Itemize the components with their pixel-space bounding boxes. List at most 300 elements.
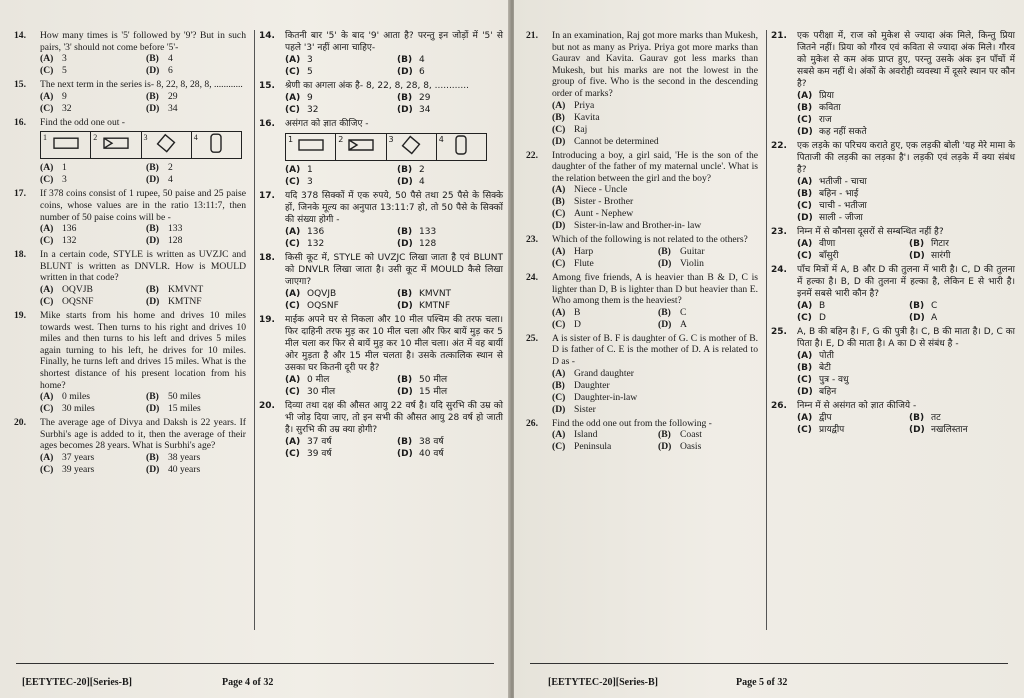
question-number: 15. — [259, 81, 275, 91]
question-number: 23. — [526, 234, 538, 246]
flag-rectangle-figure-icon — [347, 138, 375, 156]
option-letter: (C) — [797, 115, 812, 125]
option-letter: (D) — [658, 257, 672, 269]
answer-options — [797, 350, 1015, 398]
option-text: D — [574, 318, 581, 330]
option-letter: (B) — [146, 53, 159, 65]
option-letter: (A) — [797, 413, 813, 423]
option-letter: (B) — [397, 227, 413, 237]
figure-number: 1 — [288, 135, 294, 144]
question-text: एक लड़के का परिचय कराते हुए, एक लड़की बोली 'यह मेरे मामा के पिताजी की लड़की का लड़का है'। लड़की एवं लड़के में क्या संबंध है? — [797, 141, 1015, 175]
option-letter: (C) — [552, 257, 566, 269]
option-text: सारंगी — [931, 251, 951, 261]
option-text: Niece - Uncle — [574, 184, 628, 196]
question-text: Introducing a boy, a girl said, 'He is the son of the daughter of the father of my maternal uncle'. What is the relation between the girl and the boy? — [552, 149, 758, 184]
question-item — [14, 249, 246, 308]
option-text: 50 miles — [168, 391, 201, 403]
option-letter: (A) — [552, 367, 566, 379]
question-text: निम्न में से कौनसा दूसरों से सम्बन्धित नहीं है? — [797, 227, 944, 237]
option-text: 3 — [62, 53, 67, 65]
answer-option — [552, 246, 652, 258]
option-text: 4 — [419, 177, 425, 187]
option-text: कह नहीं सकते — [819, 127, 867, 137]
question-text: कितनी बार '5' के बाद '9' आता है? परन्तु इन जोड़ों में '5' से पहले '3' नहीं आना चाहिए- — [285, 31, 503, 53]
answer-option — [146, 162, 246, 174]
answer-option — [146, 174, 246, 186]
option-text: 34 — [168, 102, 178, 114]
question-number: 20. — [14, 417, 26, 429]
option-text: Cannot be determined — [574, 135, 659, 147]
answer-option — [797, 312, 903, 324]
option-text: 4 — [168, 53, 173, 65]
answer-option — [797, 250, 903, 262]
option-text: 2 — [419, 165, 425, 175]
figure-box — [336, 134, 386, 160]
option-letter: (D) — [797, 127, 813, 137]
option-text: 32 — [307, 105, 319, 115]
option-letter: (C) — [285, 387, 300, 397]
option-letter: (A) — [285, 55, 301, 65]
question-item — [259, 118, 503, 188]
answer-option — [909, 412, 1015, 424]
option-letter: (D) — [909, 251, 925, 261]
answer-option — [797, 90, 1015, 102]
option-letter: (D) — [146, 235, 160, 247]
option-letter: (C) — [552, 391, 566, 403]
footer-page-number: Page 5 of 32 — [736, 677, 788, 688]
answer-option — [797, 102, 1015, 114]
question-number: 21. — [771, 31, 787, 41]
option-letter: (C) — [797, 375, 812, 385]
figure-box — [387, 134, 437, 160]
option-text: 40 वर्ष — [419, 449, 444, 459]
answer-option — [40, 65, 140, 77]
answer-option — [552, 112, 758, 124]
question-text: The next term in the series is- 8, 22, 8, 28, 8, ............ — [40, 79, 243, 91]
option-text: कविता — [819, 103, 841, 113]
answer-option — [797, 114, 1015, 126]
question-text: यदि 378 सिक्कों में एक रुपये, 50 पैसे तथा 25 पैसे के सिक्के हों, जिनके मूल्य का अनुपात 13:11:7 हो, तो 50 पैसे के सिक्कों की संख्या होगी - — [285, 191, 503, 225]
option-text: 1 — [307, 165, 313, 175]
answer-option — [146, 65, 246, 77]
option-letter: (D) — [146, 403, 160, 415]
question-text: दिव्या तथा दक्ष की औसत आयु 22 वर्ष है। यदि सुरभि की उम्र को भी जोड़ दिया जाए, तो इन सभी की औसत आयु 28 वर्ष हो जाती है। सुरभि की उम्र क्या होगी? — [285, 401, 503, 435]
question-item — [259, 80, 503, 116]
option-letter: (C) — [40, 174, 54, 186]
option-letter: (D) — [146, 174, 160, 186]
option-letter: (B) — [146, 283, 159, 295]
option-text: प्रिया — [819, 91, 835, 101]
answer-option — [397, 386, 503, 398]
question-text: पाँच मित्रों में A, B और D की तुलना में भारी है। C, D की तुलना में हल्का है। B, D की तुलना में हल्का है, लेकिन E से भारी है। इनमें सबसे भारी कौन है? — [797, 265, 1015, 299]
question-item — [526, 30, 758, 148]
option-letter: (A) — [285, 289, 301, 299]
answer-options — [797, 176, 1015, 224]
option-letter: (A) — [797, 301, 813, 311]
answer-option — [552, 196, 758, 208]
option-letter: (D) — [397, 177, 413, 187]
question-number: 18. — [14, 249, 26, 261]
option-letter: (B) — [397, 93, 413, 103]
question-item — [259, 190, 503, 250]
option-text: Island — [574, 429, 598, 441]
option-letter: (C) — [285, 105, 300, 115]
question-item — [14, 30, 246, 77]
option-letter: (D) — [397, 105, 413, 115]
option-text: 1 — [62, 162, 67, 174]
option-text: 2 — [168, 162, 173, 174]
question-item — [771, 326, 1015, 398]
option-text: C — [931, 301, 938, 311]
answer-option — [285, 386, 391, 398]
question-number: 22. — [771, 141, 787, 151]
question-item — [259, 400, 503, 460]
answer-option — [40, 403, 140, 415]
option-letter: (D) — [397, 387, 413, 397]
answer-options — [797, 238, 1015, 262]
answer-option — [40, 452, 140, 464]
answer-option — [797, 200, 1015, 212]
option-letter: (D) — [658, 441, 672, 453]
option-text: 132 — [62, 235, 77, 247]
option-text: Kavita — [574, 111, 600, 123]
question-number: 24. — [771, 265, 787, 275]
figure-number: 2 — [93, 133, 98, 143]
answer-option — [40, 103, 140, 115]
option-letter: (C) — [40, 102, 54, 114]
question-item — [14, 310, 246, 415]
option-text: 38 वर्ष — [419, 437, 444, 447]
option-text: 39 years — [62, 463, 95, 475]
answer-option — [397, 238, 503, 250]
option-letter: (D) — [797, 387, 813, 397]
left-page — [0, 0, 510, 698]
footer-rule — [530, 663, 1008, 664]
answer-option — [797, 412, 903, 424]
option-text: 5 — [62, 65, 67, 77]
answer-option — [397, 176, 503, 188]
option-letter: (C) — [40, 235, 54, 247]
option-letter: (B) — [146, 162, 159, 174]
question-text: Find the odd one out - — [40, 116, 126, 128]
answer-option — [397, 436, 503, 448]
answer-options — [40, 452, 246, 476]
answer-option — [285, 54, 391, 66]
option-letter: (A) — [552, 184, 566, 196]
question-item — [526, 234, 758, 270]
tilted-square-figure-icon — [154, 133, 178, 159]
answer-option — [40, 235, 140, 247]
option-text: 15 मील — [419, 387, 448, 397]
answer-option — [40, 91, 140, 103]
answer-option — [797, 350, 1015, 362]
option-text: OQVJB — [62, 283, 93, 295]
answer-option — [797, 238, 903, 250]
answer-options — [552, 429, 758, 453]
option-text: D — [819, 313, 826, 323]
option-letter: (B) — [909, 239, 925, 249]
option-letter: (A) — [552, 99, 566, 111]
option-letter: (A) — [40, 451, 54, 463]
question-item — [771, 30, 1015, 138]
option-letter: (D) — [146, 102, 160, 114]
option-text: पुत्र - वधु — [819, 375, 849, 385]
answer-options — [285, 92, 503, 116]
answer-option — [397, 448, 503, 460]
question-text: निम्न में से असंगत को ज्ञात कीजिये - — [797, 401, 917, 411]
option-text: Peninsula — [574, 441, 612, 453]
option-text: Coast — [680, 429, 702, 441]
figure-number: 1 — [43, 133, 47, 143]
answer-option — [146, 391, 246, 403]
option-text: A — [931, 313, 938, 323]
option-text: बहिन — [819, 387, 837, 397]
option-letter: (C) — [797, 313, 812, 323]
option-letter: (B) — [552, 196, 565, 208]
option-letter: (D) — [552, 135, 566, 147]
option-text: 39 वर्ष — [307, 449, 332, 459]
question-item — [14, 417, 246, 476]
option-text: Aunt - Nephew — [574, 208, 634, 220]
answer-options — [797, 300, 1015, 324]
option-letter: (C) — [40, 463, 54, 475]
option-letter: (C) — [285, 67, 300, 77]
answer-options — [797, 90, 1015, 138]
question-text: किसी कूट में, STYLE को UVZJC लिखा जाता है एवं BLUNT को DNVLR लिखा जाता है। उसी कूट में MOULD कैसे लिखा जाएगा? — [285, 253, 503, 287]
answer-option — [285, 238, 391, 250]
option-letter: (D) — [552, 220, 566, 232]
option-text: 128 — [168, 235, 183, 247]
answer-option — [552, 100, 758, 112]
option-letter: (A) — [797, 351, 813, 361]
answer-option — [397, 288, 503, 300]
answer-option — [909, 312, 1015, 324]
option-text: 9 — [307, 93, 313, 103]
option-letter: (C) — [285, 177, 300, 187]
question-text: असंगत को ज्ञात कीजिए - — [285, 119, 369, 129]
answer-option — [552, 441, 652, 453]
answer-options — [552, 100, 758, 148]
option-letter: (A) — [797, 177, 813, 187]
option-text: 136 — [307, 227, 325, 237]
option-letter: (C) — [285, 449, 300, 459]
question-number: 15. — [14, 79, 26, 91]
option-letter: (C) — [552, 441, 566, 453]
option-text: 4 — [419, 55, 425, 65]
option-text: 30 मील — [307, 387, 336, 397]
question-number: 25. — [771, 327, 787, 337]
footer-rule — [16, 663, 494, 664]
question-number: 21. — [526, 30, 538, 41]
option-letter: (D) — [658, 318, 672, 330]
question-item — [771, 226, 1015, 262]
option-text: Guitar — [680, 245, 705, 257]
rounded-bar-figure-icon — [453, 134, 469, 160]
answer-option — [552, 429, 652, 441]
option-letter: (B) — [909, 301, 925, 311]
option-letter: (B) — [552, 379, 565, 391]
option-letter: (A) — [797, 239, 813, 249]
figure-box — [286, 134, 336, 160]
answer-options — [285, 374, 503, 398]
option-text: 37 years — [62, 451, 95, 463]
answer-options — [40, 162, 246, 186]
option-letter: (C) — [552, 208, 566, 220]
option-letter: (A) — [40, 391, 54, 403]
option-text: 0 मील — [307, 375, 330, 385]
question-number: 19. — [259, 315, 275, 325]
option-letter: (A) — [552, 306, 566, 318]
answer-option — [552, 307, 652, 319]
answer-option — [797, 300, 903, 312]
option-letter: (C) — [285, 301, 300, 311]
answer-option — [285, 448, 391, 460]
answer-option — [797, 126, 1015, 138]
option-text: Violin — [680, 257, 704, 269]
option-text: बहिन - भाई — [819, 189, 859, 199]
option-letter: (A) — [285, 93, 301, 103]
right-hindi-column — [766, 30, 1015, 630]
question-text: Find the odd one out from the following - — [552, 417, 712, 429]
option-letter: (B) — [909, 413, 925, 423]
option-text: 3 — [62, 174, 67, 186]
figure-box — [142, 132, 192, 158]
question-text: Which of the following is not related to the others? — [552, 234, 748, 246]
answer-option — [658, 319, 758, 331]
option-letter: (A) — [40, 162, 54, 174]
question-item — [259, 30, 503, 78]
answer-option — [146, 464, 246, 476]
rectangle-figure-icon — [52, 137, 80, 155]
answer-option — [146, 223, 246, 235]
answer-option — [797, 188, 1015, 200]
option-letter: (B) — [397, 289, 413, 299]
option-text: तट — [931, 413, 941, 423]
answer-option — [552, 124, 758, 136]
question-text: In a certain code, STYLE is written as UVZJC and BLUNT is written as DNVLR. How is MOULD written in that code? — [40, 249, 246, 284]
question-text: A is sister of B. F is daughter of G. C is mother of B. D is father of C. E is the mother of D. A is related to D as - — [552, 332, 758, 367]
option-text: नखलिस्तान — [931, 425, 968, 435]
option-text: Grand daughter — [574, 367, 634, 379]
option-text: 132 — [307, 239, 325, 249]
option-letter: (A) — [40, 90, 54, 102]
answer-option — [146, 403, 246, 415]
question-number: 22. — [526, 149, 538, 161]
answer-option — [797, 386, 1015, 398]
answer-options — [40, 391, 246, 415]
answer-option — [397, 226, 503, 238]
option-text: बेटी — [819, 363, 832, 373]
option-text: 133 — [419, 227, 437, 237]
answer-option — [397, 92, 503, 104]
answer-option — [658, 307, 758, 319]
answer-option — [285, 92, 391, 104]
answer-option — [146, 452, 246, 464]
option-text: 6 — [419, 67, 425, 77]
option-text: 29 — [419, 93, 431, 103]
answer-option — [397, 164, 503, 176]
answer-option — [40, 391, 140, 403]
option-text: 30 miles — [62, 403, 95, 415]
option-text: Daughter-in-law — [574, 391, 638, 403]
answer-options — [285, 436, 503, 460]
option-letter: (D) — [397, 301, 413, 311]
answer-option — [285, 104, 391, 116]
option-text: 3 — [307, 177, 313, 187]
option-letter: (C) — [40, 295, 54, 307]
figure-box — [41, 132, 91, 158]
answer-option — [909, 250, 1015, 262]
answer-option — [397, 66, 503, 78]
answer-options — [285, 54, 503, 78]
option-letter: (A) — [40, 223, 54, 235]
option-text: 9 — [62, 90, 67, 102]
question-item — [14, 79, 246, 115]
option-letter: (B) — [397, 375, 413, 385]
answer-option — [552, 208, 758, 220]
option-text: Priya — [574, 99, 595, 111]
answer-options — [552, 246, 758, 270]
option-letter: (B) — [797, 189, 813, 199]
answer-option — [146, 235, 246, 247]
option-text: OQSNF — [62, 295, 94, 307]
answer-option — [909, 238, 1015, 250]
answer-option — [658, 429, 758, 441]
question-number: 18. — [259, 253, 275, 263]
answer-option — [285, 374, 391, 386]
left-hindi-column — [254, 30, 503, 630]
answer-options — [40, 284, 246, 308]
option-text: 0 miles — [62, 391, 90, 403]
option-text: C — [680, 306, 687, 318]
answer-option — [797, 212, 1015, 224]
option-text: KMVNT — [419, 289, 452, 299]
option-text: 38 years — [168, 451, 201, 463]
option-letter: (A) — [285, 437, 301, 447]
question-text: एक परीक्षा में, राज को मुकेश से ज्यादा अंक मिले, किन्तु प्रिया जितने नहीं। प्रिया को गौरव एवं कविता से ज्यादा अंक मिले। गौरव को मुकेश से कम अंक प्राप्त हुए, परन्तु उसके अंक इन पाँचों में सबसे कम नहीं थे। अंकों के अवरोही व्यवस्था में दूसरे स्थान पर कौन है? — [797, 31, 1015, 89]
option-text: Daughter — [574, 379, 610, 391]
option-text: KMVNT — [168, 283, 204, 295]
answer-option — [146, 53, 246, 65]
option-letter: (D) — [146, 65, 160, 77]
question-number: 17. — [14, 188, 26, 200]
answer-option — [552, 319, 652, 331]
rectangle-figure-icon — [297, 138, 325, 156]
answer-option — [552, 404, 758, 416]
option-text: राज — [819, 115, 832, 125]
option-letter: (B) — [146, 391, 159, 403]
odd-one-out-figure-row — [285, 133, 487, 161]
option-letter: (A) — [285, 227, 301, 237]
option-text: द्वीप — [819, 413, 832, 423]
answer-option — [552, 136, 758, 148]
option-text: Sister — [574, 403, 596, 415]
option-letter: (A) — [797, 91, 813, 101]
right-english-column — [526, 30, 758, 455]
question-text: How many times is '5' followed by '9'? But in such pairs, '3' should not come before '5'- — [40, 30, 246, 53]
question-number: 14. — [14, 30, 26, 41]
answer-options — [285, 164, 503, 188]
answer-option — [285, 436, 391, 448]
question-text: श्रेणी का अगला अंक है- 8, 22, 8, 28, 8, ............ — [285, 81, 469, 91]
odd-one-out-figure-row — [40, 131, 242, 159]
option-letter: (C) — [285, 239, 300, 249]
question-number: 25. — [526, 332, 538, 344]
question-number: 24. — [526, 271, 538, 283]
option-letter: (D) — [552, 403, 566, 415]
option-letter: (C) — [40, 65, 54, 77]
answer-option — [285, 288, 391, 300]
